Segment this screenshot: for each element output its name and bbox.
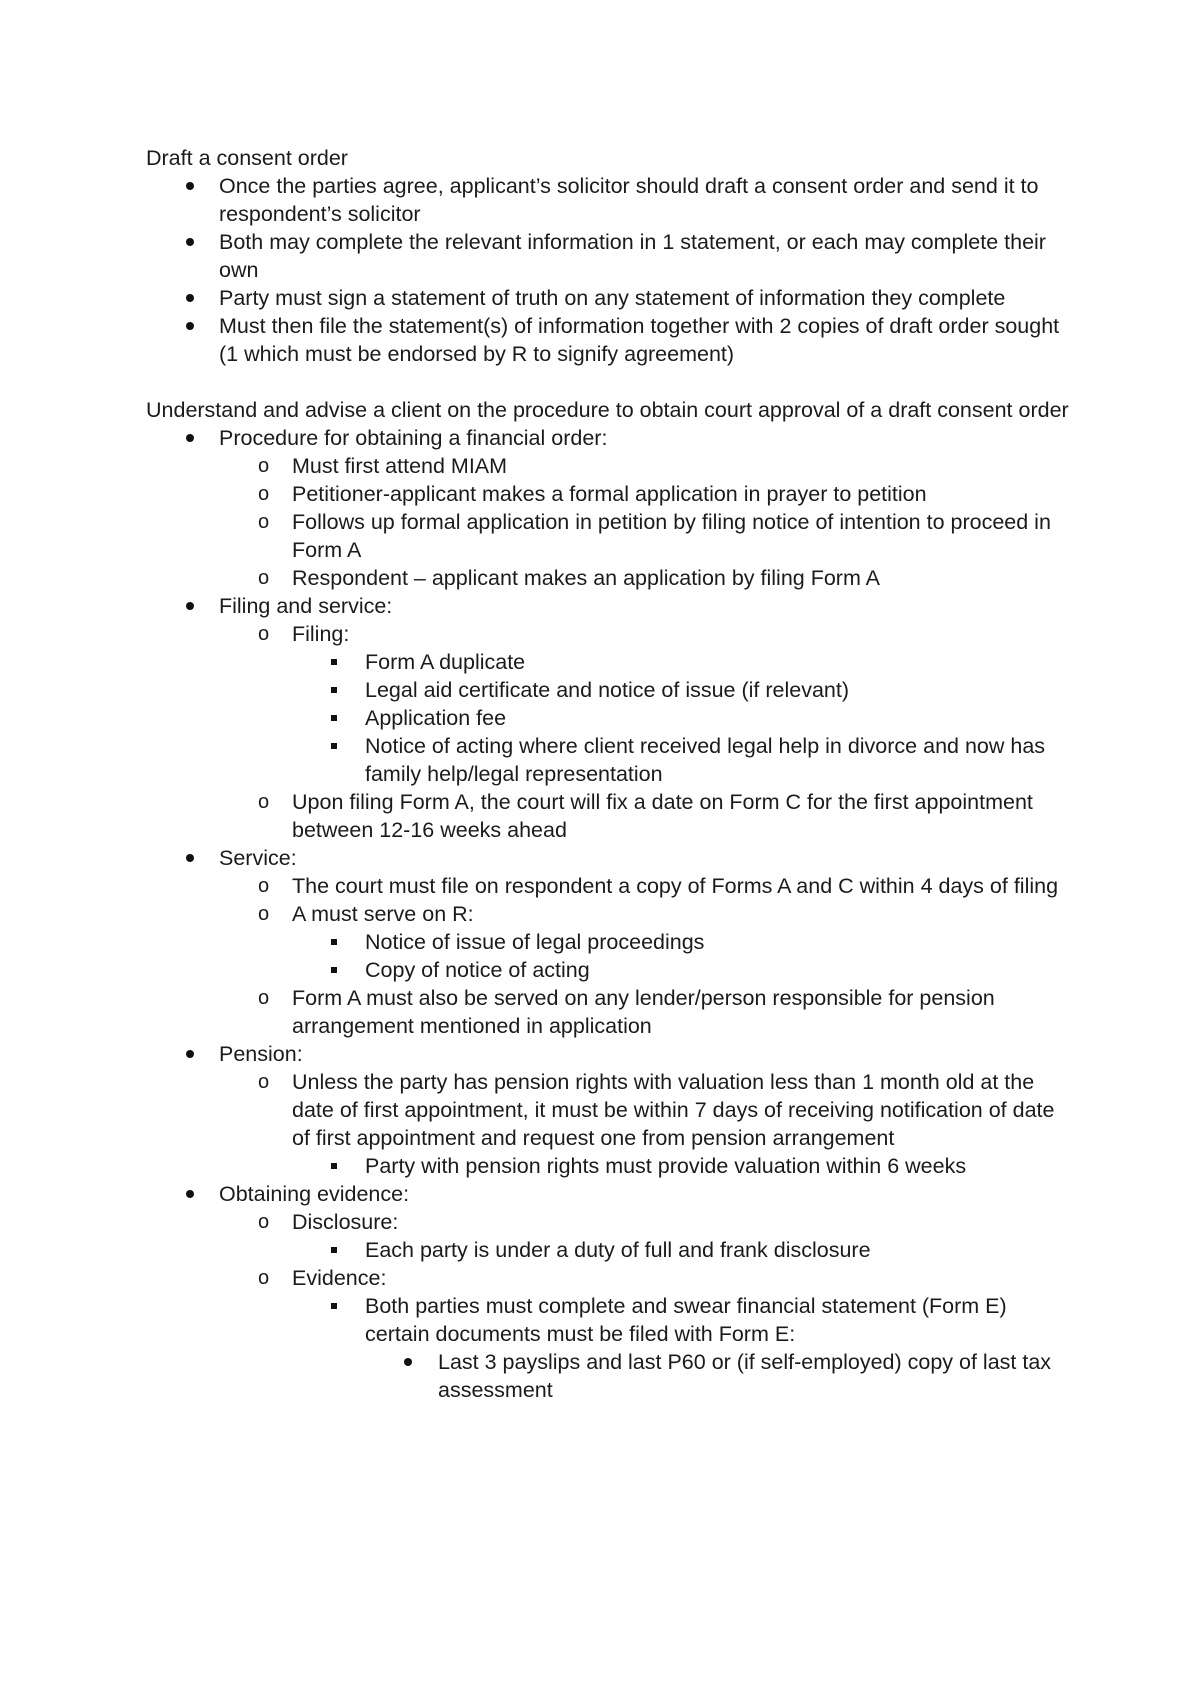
- list-item-filing: o Filing:: [258, 622, 350, 646]
- bullet-square-icon: [331, 743, 337, 749]
- list-item: o Must first attend MIAM: [258, 454, 508, 478]
- bullet-square-icon: [331, 715, 337, 721]
- list-item-service: Service:: [146, 844, 1076, 872]
- list-item: o Petitioner-applicant makes a formal application in prayer to petition: [258, 482, 927, 506]
- list-item: Form A duplicate: [146, 648, 1076, 676]
- bullet-o-icon: o: [258, 987, 270, 1009]
- list-item: Last 3 payslips and last P60 or (if self-employed) copy of last tax assessment: [146, 1348, 1076, 1404]
- list-item: o Unless the party has pension rights with valuation less than 1 month old at the date of first appointment, it must be within 7 days of receiving notification of date of first appointment and request one from pension arrangement: [258, 1070, 1055, 1150]
- list-item: Party with pension rights must provide valuation within 6 weeks: [146, 1152, 1076, 1180]
- bullet-square-icon: [331, 687, 337, 693]
- document-page: [146, 144, 1076, 1404]
- list-item: o Respondent – applicant makes an application by filing Form A: [258, 566, 881, 590]
- bullet-o-icon: o: [258, 455, 270, 477]
- bullet-square-icon: [331, 939, 337, 945]
- bullet-dot-icon: [404, 1358, 412, 1366]
- bullet-square-icon: [331, 1247, 337, 1253]
- bullet-dot-icon: [186, 322, 194, 330]
- bullet-o-icon: o: [258, 903, 270, 925]
- list-item-filing-service: Filing and service:: [146, 592, 1076, 620]
- list-item: Notice of acting where client received legal help in divorce and now has family help/legal representation: [146, 732, 1076, 788]
- bullet-square-icon: [331, 1303, 337, 1309]
- list-item: o The court must file on respondent a copy of Forms A and C within 4 days of filing: [258, 874, 1059, 898]
- bullet-square-icon: [331, 967, 337, 973]
- section-heading-draft-consent-order: Draft a consent order: [146, 146, 348, 170]
- list-item: Application fee: [146, 704, 1076, 732]
- bullet-o-icon: o: [258, 483, 270, 505]
- bullet-dot-icon: [186, 602, 194, 610]
- list-item-pension: Pension:: [146, 1040, 1076, 1068]
- bullet-dot-icon: [186, 434, 194, 442]
- bullet-dot-icon: [186, 1190, 194, 1198]
- bullet-o-icon: o: [258, 875, 270, 897]
- list-item: o Disclosure:: [258, 1210, 399, 1234]
- bullet-o-icon: o: [258, 623, 270, 645]
- bullet-dot-icon: [186, 1050, 194, 1058]
- bullet-o-icon: o: [258, 1071, 270, 1093]
- bullet-dot-icon: [186, 854, 194, 862]
- list-item-procedure: Procedure for obtaining a financial order:: [146, 424, 1076, 452]
- list-item: o Form A must also be served on any lender/person responsible for pension arrangement mentioned in application: [258, 986, 995, 1038]
- list-item: o Upon filing Form A, the court will fix a date on Form C for the first appointment between 12-16 weeks ahead: [258, 790, 1033, 842]
- bullet-square-icon: [331, 659, 337, 665]
- list-item: Both may complete the relevant information in 1 statement, or each may complete their own: [146, 228, 1076, 284]
- list-item: Once the parties agree, applicant’s solicitor should draft a consent order and send it to respondent’s solicitor: [146, 172, 1076, 228]
- list-item: Legal aid certificate and notice of issue (if relevant): [146, 676, 1076, 704]
- list-item: Notice of issue of legal proceedings: [146, 928, 1076, 956]
- list-item-obtaining-evidence: Obtaining evidence:: [146, 1180, 1076, 1208]
- bullet-o-icon: o: [258, 1267, 270, 1289]
- bullet-square-icon: [331, 1163, 337, 1169]
- bullet-o-icon: o: [258, 791, 270, 813]
- section-heading-court-approval: Understand and advise a client on the procedure to obtain court approval of a draft consent order: [146, 398, 1069, 422]
- list-item: o A must serve on R:: [258, 902, 474, 926]
- list-item: Each party is under a duty of full and frank disclosure: [146, 1236, 1076, 1264]
- bullet-dot-icon: [186, 294, 194, 302]
- list-item: o Evidence:: [258, 1266, 387, 1290]
- bullet-o-icon: o: [258, 567, 270, 589]
- paragraph-spacer: [146, 368, 1076, 396]
- list-item: o Follows up formal application in petition by filing notice of intention to proceed in Form A: [258, 510, 1051, 562]
- list-item: Party must sign a statement of truth on any statement of information they complete: [146, 284, 1076, 312]
- court-approval-list: [146, 424, 1076, 1404]
- bullet-dot-icon: [186, 182, 194, 190]
- list-item: Must then file the statement(s) of information together with 2 copies of draft order sought (1 which must be endorsed by R to signify agreement): [146, 312, 1076, 368]
- list-item: Copy of notice of acting: [146, 956, 1076, 984]
- bullet-dot-icon: [186, 238, 194, 246]
- list-item: Both parties must complete and swear financial statement (Form E) certain documents must be filed with Form E:: [146, 1292, 1076, 1348]
- draft-consent-order-list: [146, 172, 1076, 368]
- bullet-o-icon: o: [258, 511, 270, 533]
- bullet-o-icon: o: [258, 1211, 270, 1233]
